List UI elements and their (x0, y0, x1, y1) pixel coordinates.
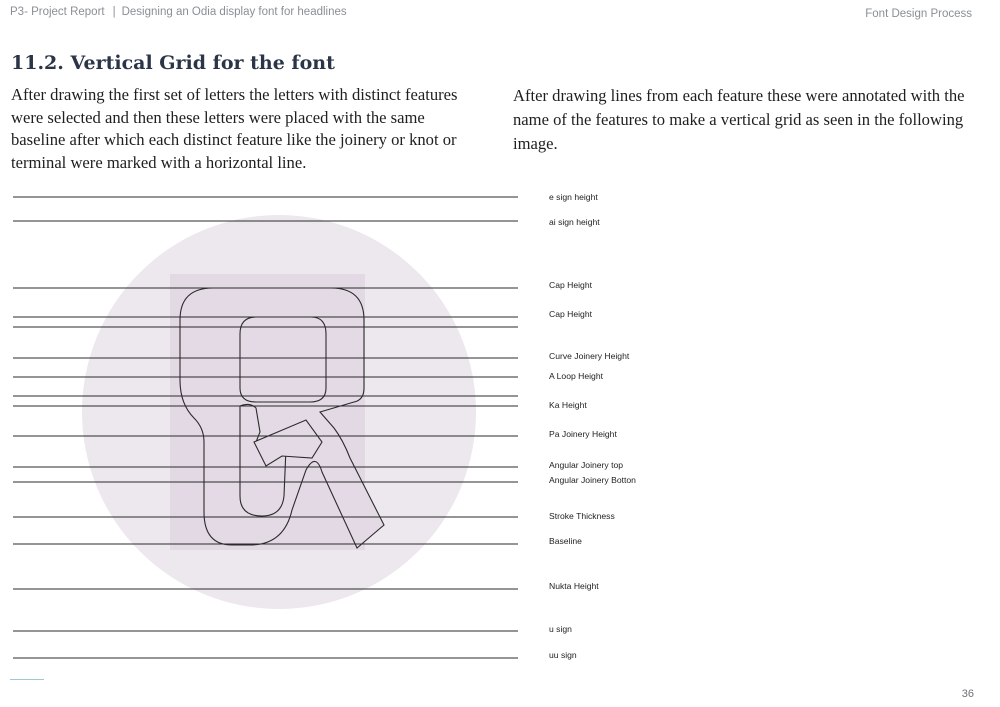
grid-label: e sign height (549, 192, 598, 202)
page-number: 36 (961, 688, 974, 700)
grid-label: Baseline (549, 536, 582, 546)
glyph-counter-outline (240, 317, 326, 402)
grid-labels (549, 192, 636, 660)
grid-label: Ka Height (549, 400, 587, 410)
grid-label: Angular Joinery top (549, 460, 624, 470)
vertical-grid-figure (0, 180, 1000, 680)
grid-label: Cap Height (549, 280, 592, 290)
grid-label: Pa Joinery Height (549, 429, 617, 439)
grid-label: u sign (549, 624, 572, 634)
paragraph-right: After drawing lines from each feature these were annotated with the name of the features to make a vertical grid as seen in the following image. (513, 86, 965, 153)
header-section: Font Design Process (865, 8, 972, 20)
grid-label: Cap Height (549, 309, 592, 319)
header-separator: | (112, 6, 116, 18)
section-title: 11.2. Vertical Grid for the font (11, 52, 335, 74)
header-subtitle: Designing an Odia display font for headlines (121, 6, 347, 18)
grid-label: Curve Joinery Height (549, 351, 630, 361)
paragraph-left: After drawing the first set of letters the letters with distinct features were selected and then these letters were placed with the same baseline after which each distinct feature like the joinery or knot or terminal were marked with a horizontal line. (11, 85, 458, 172)
header-project: P3- Project Report (10, 6, 105, 18)
grid-label: Stroke Thickness (549, 511, 615, 521)
grid-label: Nukta Height (549, 581, 599, 591)
grid-label: Angular Joinery Botton (549, 475, 636, 485)
grid-label: uu sign (549, 650, 577, 660)
header-breadcrumb (10, 6, 347, 18)
grid-label: A Loop Height (549, 371, 603, 381)
footer-accent-line (10, 679, 44, 680)
grid-label: ai sign height (549, 217, 600, 227)
